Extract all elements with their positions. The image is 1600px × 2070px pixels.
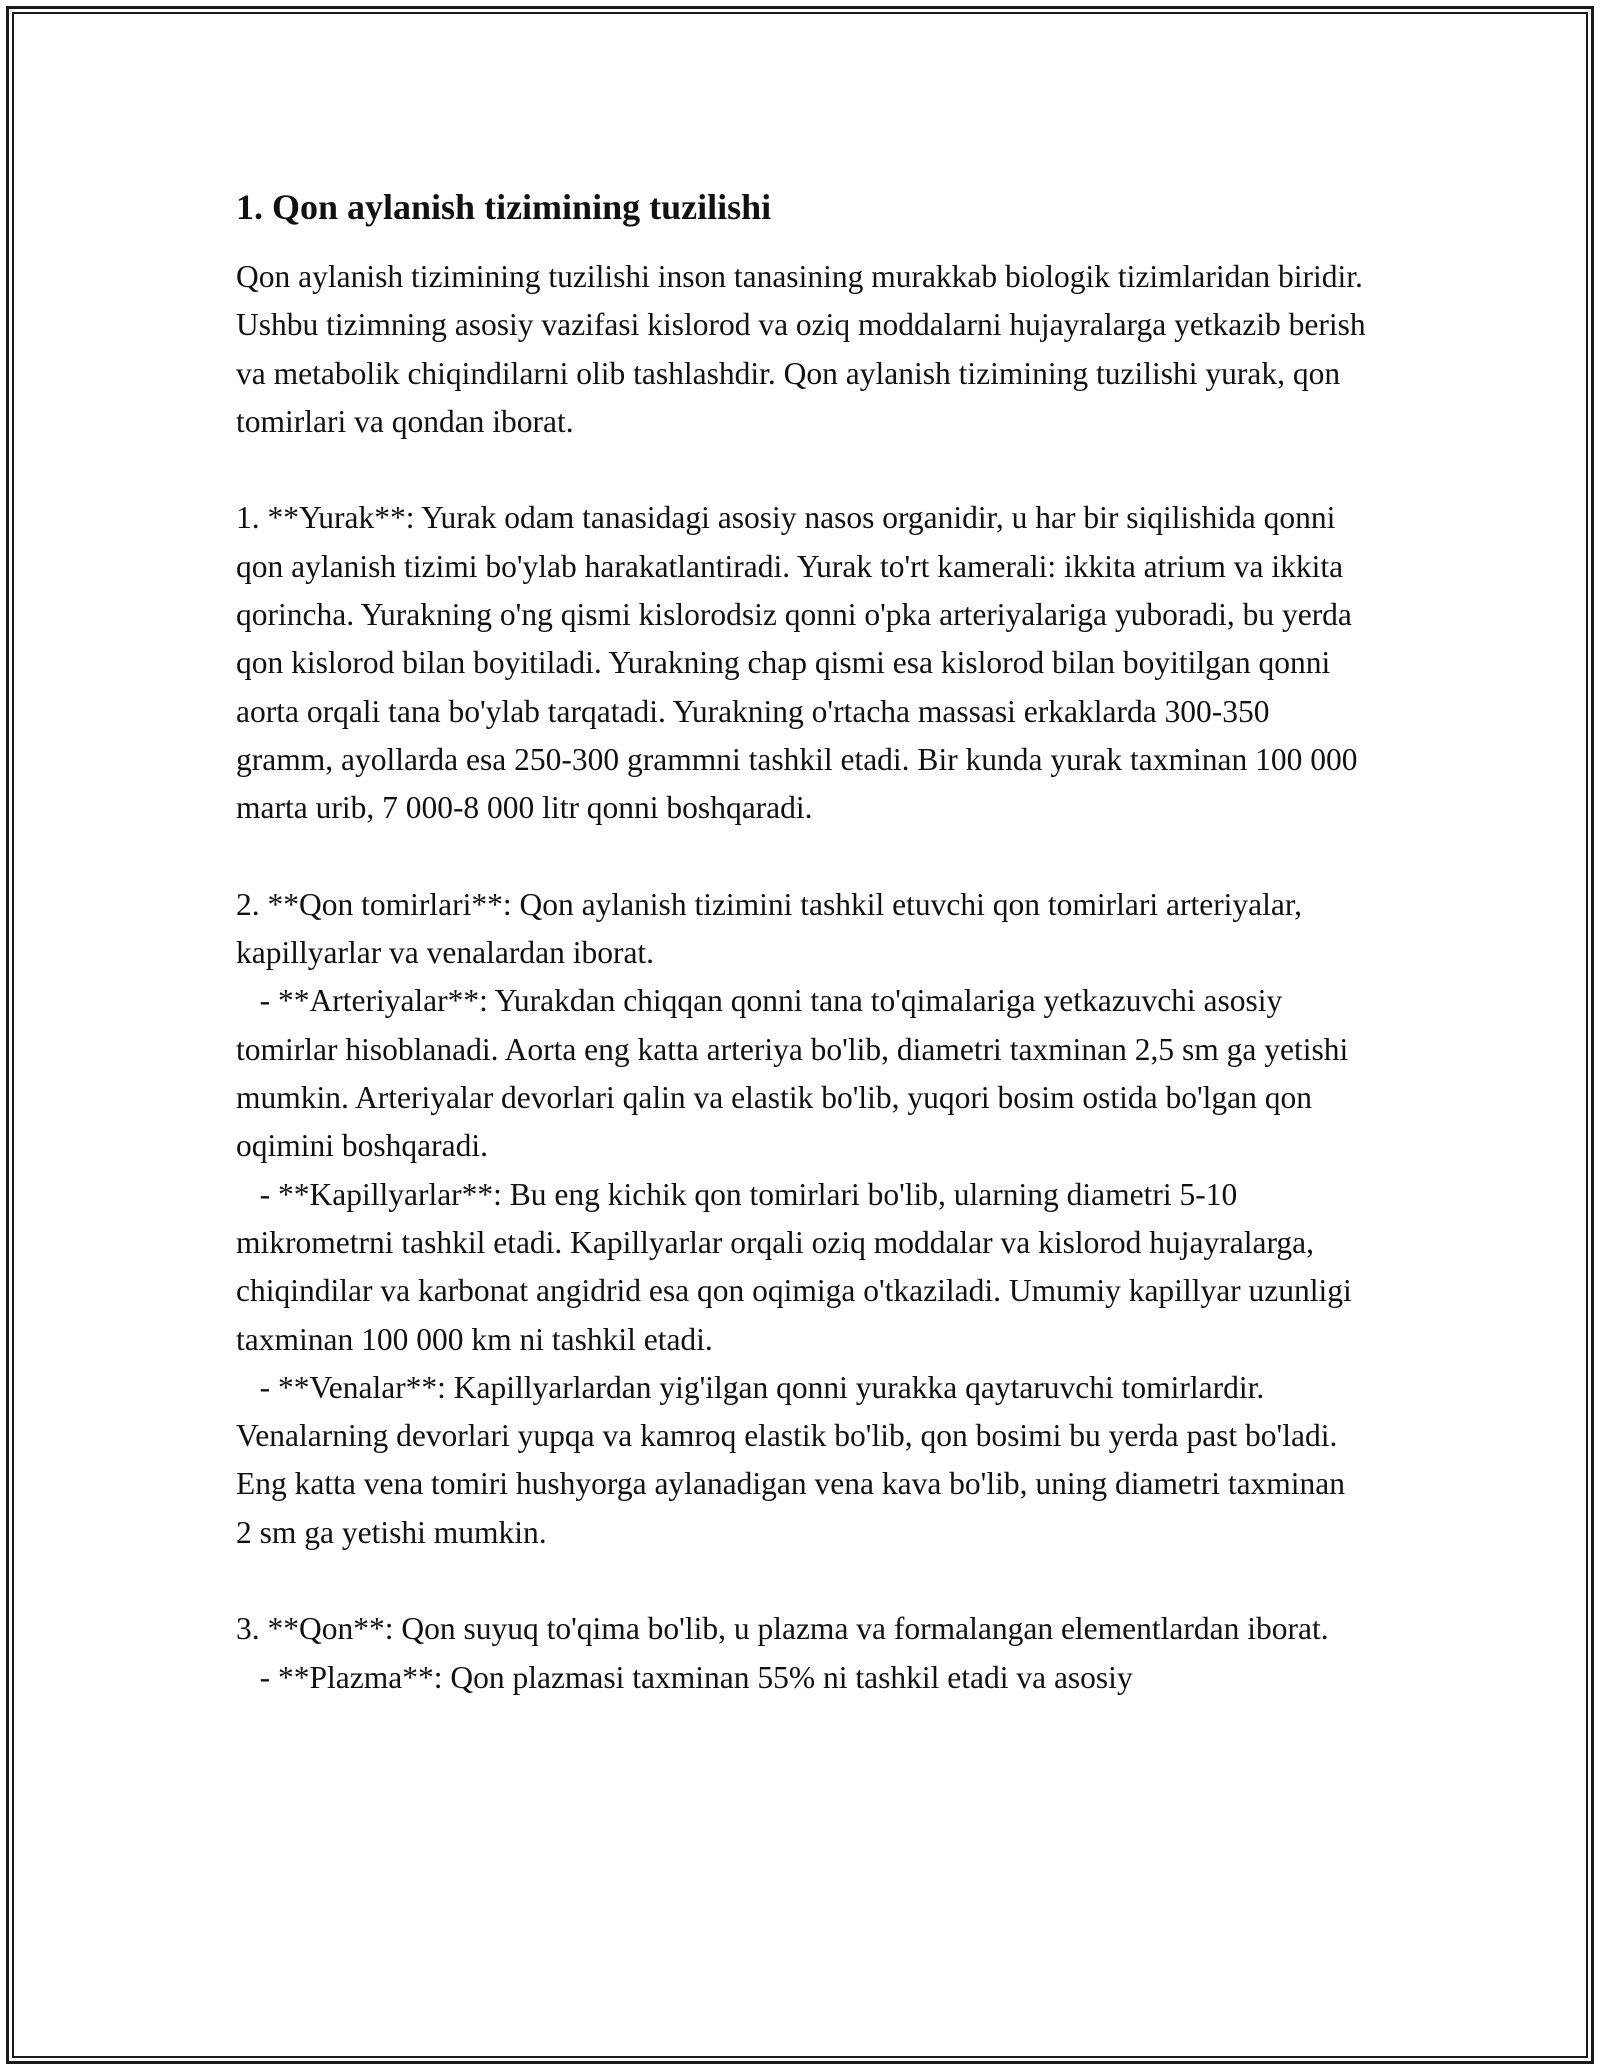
section-heading: 1. Qon aylanish tizimining tuzilishi xyxy=(236,187,772,227)
body-text: Qon aylanish tizimining tuzilishi inson tanasining murakkab biologik tizimlaridan biridir. Ushbu tizimning asosiy vazifasi kislorod va oziq moddalarni hujayralarga yetkazib berish va metabolik chiqindilarni olib tashlashdir. Qon aylanish tizimining tuzilishi yurak, qon tomirlari va qondan iborat. 1. **Yurak**: Yurak odam tanasidagi asosiy nasos organidir, u har bir siqilishida qonni qon aylanish tizimi bo'ylab harakatlantiradi. Yurak to'rt kamerali: ikkita atrium va ikkita qorincha. Yurakning o'ng qismi kislorodsiz qonni o'pka arteriyalariga yuboradi, bu yerda qon kislorod bilan boyitiladi. Yurakning chap qismi esa kislorod bilan boyitilgan qonni aorta orqali tana bo'ylab tarqatadi. Yurakning o'rtacha massasi erkaklarda 300-350 gramm, ayollarda esa 250-300 grammni tashkil etadi. Bir kunda yurak taxminan 100 000 marta urib, 7 000-8 000 litr qonni boshqaradi. 2. **Qon tomirlari**: Qon aylanish tizimini tashkil etuvchi qon tomirlari arteriyalar, kapillyarlar va venalardan iborat. - **Arteriyalar**: Yurakdan chiqqan qonni tana to'qimalariga yetkazuvchi asosiy tomirlar hisoblanadi. Aorta eng katta arteriya bo'lib, diametri taxminan 2,5 sm ga yetishi mumkin. Arteriyalar devorlari qalin va elastik bo'lib, yuqori bosim ostida bo'lgan qon oqimini boshqaradi. - **Kapillyarlar**: Bu eng kichik qon tomirlari bo'lib, ularning diametri 5-10 mikrometrni tashkil etadi. Kapillyarlar orqali oziq moddalar va kislorod hujayralarga, chiqindilar va karbonat angidrid esa qon oqimiga o'tkaziladi. Umumiy kapillyar uzunligi taxminan 100 000 km ni tashkil etadi. - **Venalar**: Kapillyarlardan yig'ilgan qonni yurakka qaytaruvchi tomirlardir. Venalarning devorlari yupqa va kamroq elastik bo'lib, qon bosimi bu yerda past bo'ladi. Eng katta vena tomiri hushyorga aylanadigan vena kava bo'lib, uning diametri taxminan 2 sm ga yetishi mumkin. 3. **Qon**: Qon suyuq to'qima bo'lib, u plazma va formalangan elementlardan iborat. - **Plazma**: Qon plazmasi taxminan 55% ni tashkil etadi va asosiy xyxy=(236,259,1366,1695)
document-page xyxy=(236,185,1366,1702)
